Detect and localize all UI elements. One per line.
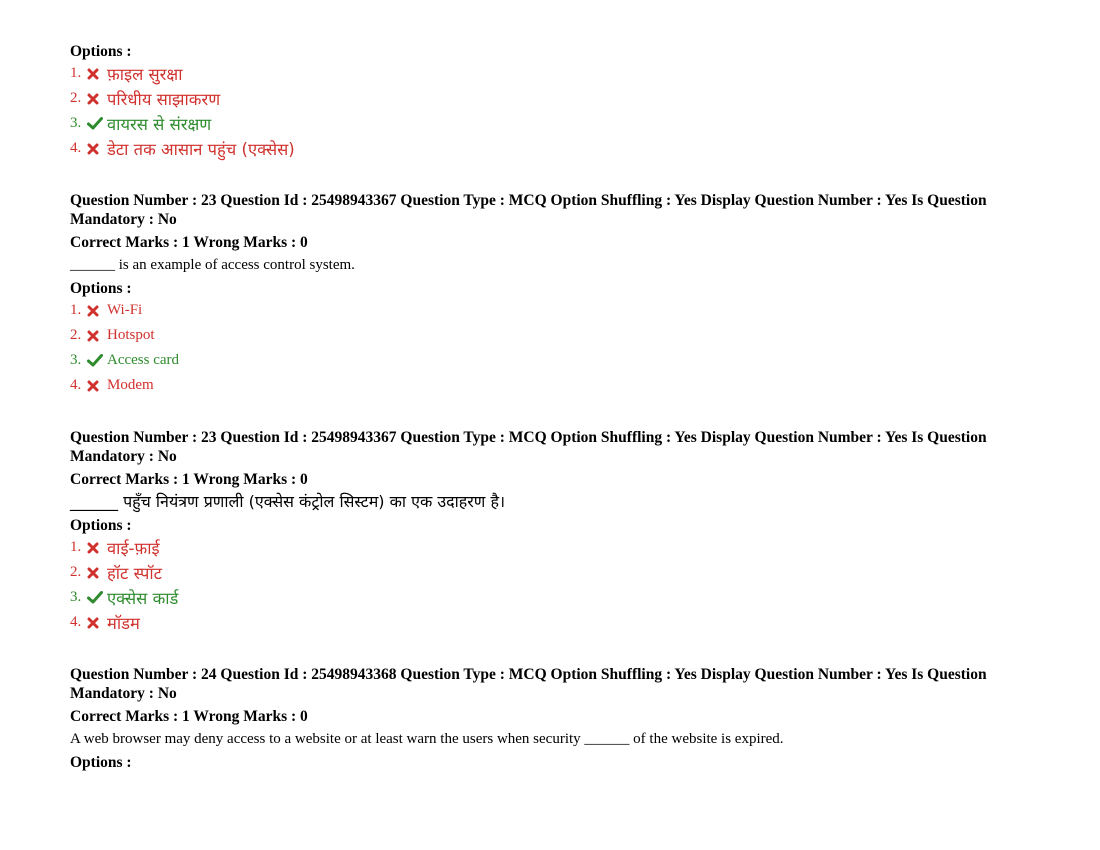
- question-text: A web browser may deny access to a website or at least warn the users when security ______ of the website is expired.: [70, 731, 784, 747]
- options-label: Options :: [70, 754, 132, 771]
- option-text: परिधीय साझाकरण: [107, 90, 221, 109]
- question-block-23-english: [70, 191, 1030, 398]
- question-text: ______ पहुँच नियंत्रण प्रणाली (एक्सेस कंट्रोल सिस्टम) का एक उदाहरण है।: [70, 492, 506, 511]
- option-number: 2.: [70, 327, 82, 343]
- question-text: ______ is an example of access control system.: [70, 257, 355, 273]
- question-meta: Question Number : 24 Question Id : 25498943368 Question Type : MCQ Option Shuffling : Yes Display Question Number : Yes Is Question Mandatory : No: [70, 666, 987, 702]
- option-item: [70, 535, 1030, 560]
- option-item: [70, 610, 1030, 635]
- cross-icon: [87, 542, 107, 554]
- options-list: [70, 298, 1030, 398]
- option-item: [70, 111, 1030, 136]
- options-label: Options :: [70, 517, 132, 534]
- question-block-23-hindi: [70, 428, 1030, 635]
- cross-icon: [87, 68, 107, 80]
- option-item: [70, 86, 1030, 111]
- option-number: 3.: [70, 589, 82, 605]
- option-number: 4.: [70, 377, 82, 393]
- cross-icon: [87, 305, 107, 317]
- options-label: Options :: [70, 43, 132, 60]
- option-text: फ़ाइल सुरक्षा: [107, 65, 183, 84]
- option-text: डेटा तक आसान पहुंच (एक्सेस): [107, 140, 295, 159]
- option-item: [70, 136, 1030, 161]
- option-item: [70, 323, 1030, 348]
- option-item: [70, 585, 1030, 610]
- option-number: 2.: [70, 564, 82, 580]
- question-meta: Question Number : 23 Question Id : 25498943367 Question Type : MCQ Option Shuffling : Yes Display Question Number : Yes Is Question Mandatory : No: [70, 429, 987, 465]
- cross-icon: [87, 617, 107, 629]
- options-list: [70, 61, 1030, 161]
- option-item: [70, 373, 1030, 398]
- check-icon: [87, 117, 107, 130]
- cross-icon: [87, 380, 107, 392]
- option-text: वायरस से संरक्षण: [107, 115, 212, 134]
- option-number: 4.: [70, 140, 82, 156]
- options-label: Options :: [70, 280, 132, 297]
- option-text: मॉडम: [107, 614, 140, 633]
- option-number: 1.: [70, 65, 82, 81]
- question-meta: Question Number : 23 Question Id : 25498943367 Question Type : MCQ Option Shuffling : Yes Display Question Number : Yes Is Question Mandatory : No: [70, 192, 987, 228]
- option-item: [70, 560, 1030, 585]
- document-page: [70, 38, 1030, 802]
- option-text: एक्सेस कार्ड: [107, 589, 179, 608]
- cross-icon: [87, 567, 107, 579]
- option-number: 1.: [70, 539, 82, 555]
- option-number: 1.: [70, 302, 82, 318]
- option-text: वाई-फ़ाई: [107, 539, 160, 558]
- question-marks: Correct Marks : 1 Wrong Marks : 0: [70, 471, 308, 488]
- check-icon: [87, 591, 107, 604]
- question-marks: Correct Marks : 1 Wrong Marks : 0: [70, 234, 308, 251]
- cross-icon: [87, 143, 107, 155]
- option-text: हॉट स्पॉट: [107, 564, 162, 583]
- option-text: Hotspot: [107, 327, 155, 343]
- question-marks: Correct Marks : 1 Wrong Marks : 0: [70, 708, 308, 725]
- option-item: [70, 61, 1030, 86]
- option-item: [70, 298, 1030, 323]
- options-list: [70, 535, 1030, 635]
- option-number: 3.: [70, 352, 82, 368]
- question-block-22-hindi: [70, 42, 1030, 161]
- cross-icon: [87, 330, 107, 342]
- option-item: [70, 348, 1030, 373]
- option-text: Wi-Fi: [107, 302, 143, 318]
- option-text: Modem: [107, 377, 154, 393]
- question-block-24-english: [70, 665, 1030, 772]
- option-text: Access card: [107, 352, 180, 368]
- check-icon: [87, 354, 107, 367]
- option-number: 3.: [70, 115, 82, 131]
- option-number: 2.: [70, 90, 82, 106]
- cross-icon: [87, 93, 107, 105]
- option-number: 4.: [70, 614, 82, 630]
